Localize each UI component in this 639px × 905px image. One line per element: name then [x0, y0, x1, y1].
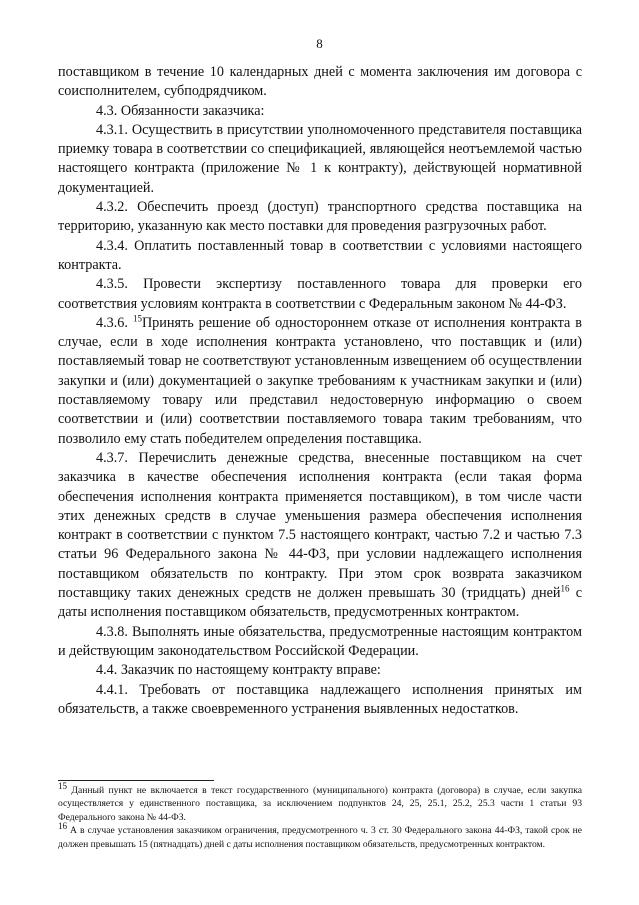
- paragraph-text: 4.4.1. Требовать от поставщика надлежащего исполнения принятых им обязательств, а также своевременного устранения выявленных недостатков.: [58, 681, 582, 717]
- paragraph: [58, 237, 582, 276]
- footnote-number: 16: [58, 821, 67, 832]
- paragraph: [58, 449, 582, 623]
- document-body: [58, 63, 582, 719]
- paragraph: [58, 63, 582, 102]
- footnote-text: Данный пункт не включается в текст государственного (муниципального) контракта (договора) в случае, если закупка осуществляется у единственного поставщика, за исключением подпунктов 24, 25, 25.1, 25.2, 25.3 части 1 статьи 93 Федерального закона № 44-ФЗ.: [58, 785, 582, 823]
- footnote-text: А в случае установления заказчиком ограничения, предусмотренного ч. 3 ст. 30 Федерального закона 44-ФЗ, такой срок не должен превышать 15 (пятнадцать) дней с даты исполнения поставщиком обязательств, предусмотренных контрактом.: [58, 825, 582, 850]
- paragraph-text: 4.3.4. Оплатить поставленный товар в соответствии с условиями настоящего контракта.: [58, 237, 582, 273]
- page-number: 8: [316, 36, 323, 51]
- paragraph-text: 4.3. Обязанности заказчика:: [96, 102, 265, 119]
- footnote: [58, 780, 582, 824]
- footnotes: [58, 780, 582, 851]
- paragraph: [58, 623, 582, 662]
- paragraph-text: 4.3.1. Осуществить в присутствии уполномоченного представителя поставщика приемку товара в соответствии со спецификацией, являющейся неотъемлемой частью настоящего контракта (приложение № 1 к контракту), действующей нормативной документацией.: [58, 121, 582, 196]
- paragraph-text: Принять решение об одностороннем отказе от исполнения контракта в случае, если в ходе исполнения контракта установлено, что поставщик и (или) поставляемый товар не соответствуют установленным извещением об осуществлении закупки и (или) документацией о закупке требованиям к участникам закупки и (или) поставляемому товару или представил недостоверную информацию о своем соответствии и (или) соответствии поставляемого товара таким требованиям, что позволило ему стать победителем определения поставщика.: [58, 314, 582, 447]
- paragraph: [58, 314, 582, 449]
- section-heading: [58, 102, 582, 121]
- footnote-number: 15: [58, 780, 67, 791]
- footnote-ref: 15: [132, 313, 142, 324]
- paragraph: [58, 198, 582, 237]
- paragraph: [58, 121, 582, 198]
- section-heading: [58, 661, 582, 680]
- footnote-divider: [58, 780, 214, 781]
- footnote-ref: 16: [560, 583, 570, 594]
- paragraph-text: с даты исполнения поставщиком обязательств, предусмотренных контрактом.: [58, 585, 582, 621]
- paragraph-text: 4.3.2. Обеспечить проезд (доступ) транспортного средства поставщика на территорию, указанную как место поставки для проведения разгрузочных работ.: [58, 199, 582, 235]
- paragraph-text: 4.3.8. Выполнять иные обязательства, предусмотренные настоящим контрактом и действующим законодательством Российской Федерации.: [58, 623, 582, 659]
- paragraph-number: 4.3.6.: [96, 314, 133, 331]
- footnote: [58, 821, 582, 851]
- paragraph: [58, 681, 582, 720]
- paragraph-text: 4.3.5. Провести экспертизу поставленного товара для проверки его соответствия условиям контракта в соответствии с Федеральным законом № 44-ФЗ.: [58, 276, 582, 312]
- paragraph: [58, 275, 582, 314]
- paragraph-text: поставщиком в течение 10 календарных дней с момента заключения им договора с соисполнителем, субподрядчиком.: [58, 64, 582, 100]
- paragraph-text: 4.4. Заказчик по настоящему контракту вправе:: [96, 662, 381, 679]
- paragraph-text: 4.3.7. Перечислить денежные средства, внесенные поставщиком на счет заказчика в качестве обеспечения исполнения контракта (если такая форма обеспечения исполнения контракта применяется поставщиком), в том числе части этих денежных средств в случае уменьшения размера обеспечения исполнения контракт в соответствии с пунктом 7.5 настоящего контракт, частью 7.2 и частью 7.3 статьи 96 Федерального закона № 44-ФЗ, при условии надлежащего исполнения поставщиком обязательств по контракту. При этом срок возврата заказчиком поставщику таких денежных средств не должен превышать 30 (тридцать) дней: [58, 449, 582, 602]
